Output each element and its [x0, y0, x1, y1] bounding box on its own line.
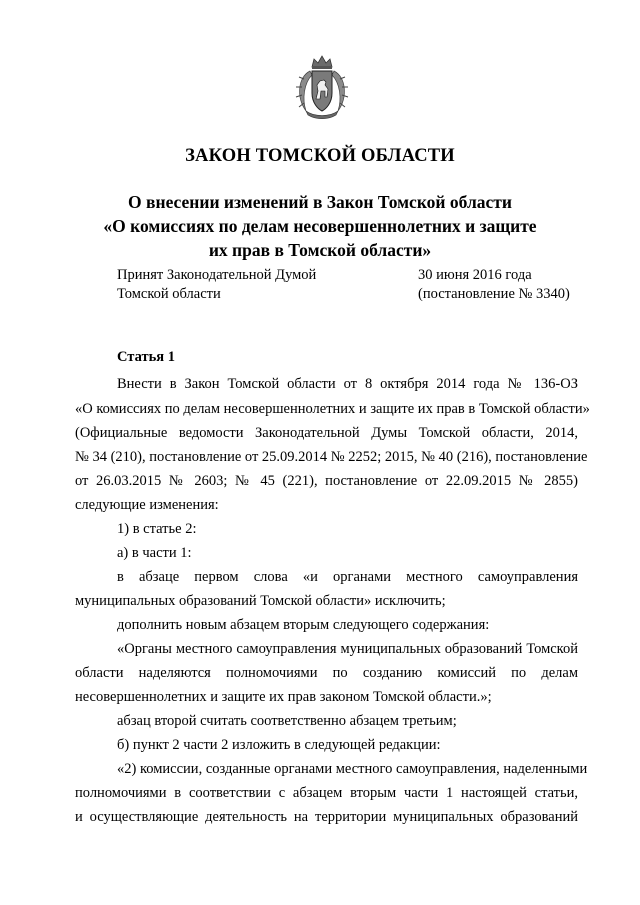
paragraph-line: в абзаце первом слова «и органами местного самоуправления — [117, 569, 578, 585]
adoption-date — [418, 266, 570, 304]
list-item: 1) в статье 2: — [117, 521, 197, 537]
adopted-by — [117, 266, 316, 304]
paragraph-line: и осуществляющие деятельность на территории муниципальных образований — [75, 809, 578, 825]
list-item: б) пункт 2 части 2 изложить в следующей редакции: — [117, 737, 441, 753]
paragraph-line: «О комиссиях по делам несовершеннолетних и защите их прав в Томской области» — [75, 401, 590, 417]
subject-line: О внесении изменений в Закон Томской области — [128, 192, 512, 212]
adoption-date-line: 30 июня 2016 года — [418, 267, 532, 283]
paragraph-line: № 34 (210), постановление от 25.09.2014 № 2252; 2015, № 40 (216), постановление — [75, 449, 588, 465]
paragraph-line: дополнить новым абзацем вторым следующего содержания: — [117, 617, 490, 633]
paragraph-line: «2) комиссии, созданные органами местного самоуправления, наделенными — [117, 761, 588, 777]
list-item: а) в части 1: — [117, 545, 192, 561]
paragraph-line: «Органы местного самоуправления муниципальных образований Томской — [117, 641, 578, 657]
law-title: ЗАКОН ТОМСКОЙ ОБЛАСТИ — [185, 146, 455, 166]
paragraph-line: несовершеннолетних и защите их прав законом Томской области.»; — [75, 689, 492, 705]
adopted-by-line: Принят Законодательной Думой — [117, 267, 317, 283]
paragraph-line: Внести в Закон Томской области от 8 октября 2014 года № 136-ОЗ — [117, 376, 578, 392]
article-heading: Статья 1 — [117, 349, 175, 365]
paragraph-line: области наделяются полномочиями по созданию комиссий по делам — [75, 665, 578, 681]
paragraph-line: муниципальных образований Томской области» исключить; — [75, 593, 446, 609]
paragraph-line: (Официальные ведомости Законодательной Думы Томской области, 2014, — [75, 425, 578, 441]
adopted-by-line: Томской области — [117, 286, 221, 302]
law-subject — [60, 190, 580, 262]
paragraph-line: абзац второй считать соответственно абзацем третьим; — [117, 713, 457, 729]
subject-line: их прав в Томской области» — [208, 240, 432, 260]
tomsk-coat-of-arms-icon — [290, 53, 354, 121]
paragraph-line: следующие изменения: — [75, 497, 219, 513]
paragraph-line: полномочиями в соответствии с абзацем вторым части 1 настоящей статьи, — [75, 785, 578, 801]
paragraph-line: от 26.03.2015 № 2603; № 45 (221), постановление от 22.09.2015 № 2855) — [75, 473, 578, 489]
resolution-number: (постановление № 3340) — [418, 286, 570, 302]
coat-of-arms-emblem — [290, 53, 354, 121]
subject-line: «О комиссиях по делам несовершеннолетних и защите — [103, 216, 537, 236]
